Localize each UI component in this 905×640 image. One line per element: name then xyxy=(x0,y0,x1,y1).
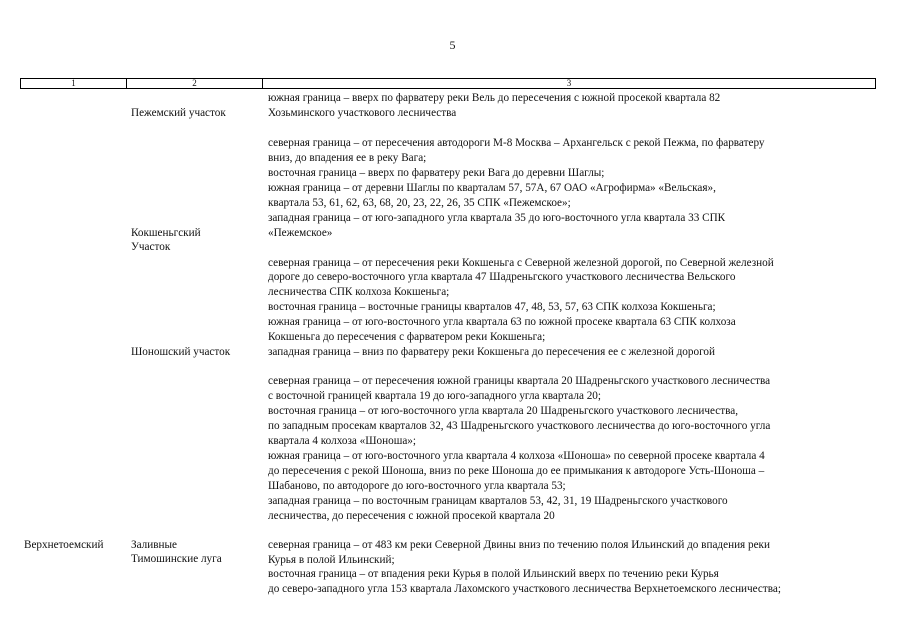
boundary-text: южная граница – от деревни Шаглы по кварталам 57, 57А, 67 ОАО «Агрофирма» «Вельская», xyxy=(268,182,716,194)
boundary-text: по западным просекам кварталов 32, 43 Шадреньгского участкового лесничества до юго-восточного угла xyxy=(268,420,771,432)
boundary-text: с восточной границей квартала 19 до юго-западного угла квартала 20; xyxy=(268,390,602,402)
boundary-text: западная граница – по восточным границам кварталов 53, 42, 31, 19 Шадреньгского участкового xyxy=(268,495,728,507)
boundary-text: «Пежемское» xyxy=(268,227,333,239)
section-name: Заливные xyxy=(131,539,177,551)
column-3-header: 3 xyxy=(566,78,572,88)
boundary-text: Шабаново, по автодороге до юго-восточного угла квартала 53; xyxy=(268,480,566,492)
boundary-text: лесничества, до пересечения с южной просекой квартала 20 xyxy=(268,510,555,522)
page-number: 5 xyxy=(449,38,456,52)
column-1-header: 1 xyxy=(71,78,76,88)
district-name: Верхнетоемский xyxy=(24,539,104,551)
boundary-text: дороге до северо-восточного угла квартала 47 Шадреньгского участкового лесничества Вельского xyxy=(268,271,736,283)
boundary-text: северная граница – от 483 км реки Северной Двины вниз по течению полоя Ильинский до впадения реки xyxy=(268,539,770,551)
boundary-text: восточная граница – восточные границы кварталов 47, 48, 53, 57, 63 СПК колхоза Кокшеньга; xyxy=(268,301,716,313)
boundary-text: западная граница – от юго-западного угла квартала 35 до юго-восточного угла квартала 33 СПК xyxy=(268,212,726,224)
boundary-text: западная граница – вниз по фарватеру реки Кокшеньга до пересечения ее с железной дорогой xyxy=(268,346,715,358)
boundary-text: северная граница – от пересечения южной границы квартала 20 Шадреньгского участкового лесничества xyxy=(268,375,771,387)
section-name: Участок xyxy=(131,241,171,253)
boundary-text: северная граница – от пересечения реки Кокшеньга с Северной железной дорогой, по Северной железной xyxy=(268,257,774,269)
boundary-text: южная граница – от юго-восточного угла квартала 63 по южной просеке квартала 63 СПК колхоза xyxy=(268,316,736,328)
section-name: Пежемский участок xyxy=(131,107,226,119)
boundary-text: восточная граница – от впадения реки Курья в полой Ильинский вверх по течению реки Курья xyxy=(268,568,719,580)
boundary-text: Кокшеньга до пересечения с фарватером реки Кокшеньга; xyxy=(268,331,546,343)
boundary-text: вниз, до впадения ее в реку Вага; xyxy=(268,152,427,164)
section-name: Кокшеньгский xyxy=(131,227,201,239)
boundary-text: лесничества СПК колхоза Кокшеньга; xyxy=(268,286,450,298)
table-header-row xyxy=(20,78,876,89)
boundary-text: южная граница – от юго-восточного угла квартала 4 колхоза «Шоноша» по северной просеке квартала 4 xyxy=(268,450,765,462)
boundary-text: северная граница – от пересечения автодороги М-8 Москва – Архангельск с рекой Пежма, по фарватеру xyxy=(268,137,765,149)
boundary-text: восточная граница – от юго-восточного угла квартала 20 Шадреньгского участкового лесничества, xyxy=(268,405,739,417)
boundary-text: восточная граница – вверх по фарватеру реки Вага до деревни Шаглы; xyxy=(268,167,605,179)
boundary-text: до северо-западного угла 153 квартала Лахомского участкового лесничества Верхнетоемского лесничества; xyxy=(268,583,781,595)
boundary-text: до пересечения с рекой Шоноша, вниз по реке Шоноша до ее примыкания к автодороге Усть-Шоноша – xyxy=(268,465,765,477)
boundary-text: Курья в полой Ильинский; xyxy=(268,554,395,566)
section-name: Тимошинские луга xyxy=(131,553,222,565)
boundary-text: южная граница – вверх по фарватеру реки Вель до пересечения с южной просекой квартала 82 xyxy=(268,92,721,104)
column-2-header: 2 xyxy=(192,78,197,88)
boundary-text: квартала 4 колхоза «Шоноша»; xyxy=(268,435,416,447)
boundary-text: квартала 53, 61, 62, 63, 68, 20, 23, 22, 26, 35 СПК «Пежемское»; xyxy=(268,197,571,209)
boundary-text: Хозьминского участкового лесничества xyxy=(268,107,457,119)
section-name: Шоношский участок xyxy=(131,346,231,358)
